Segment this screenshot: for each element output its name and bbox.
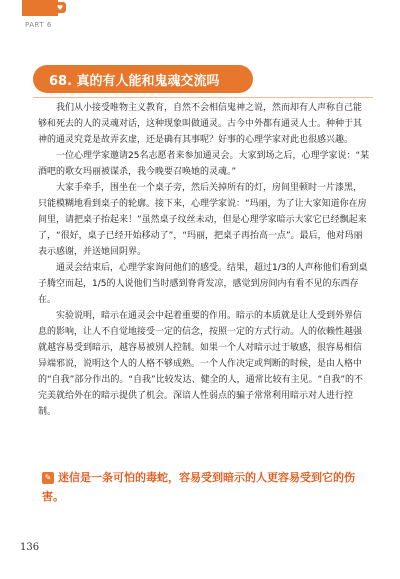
pencil-icon: ✎ [42, 472, 54, 484]
body-text [38, 100, 370, 420]
callout [42, 468, 372, 506]
paragraph: 一位心理学家邀请25名志愿者来参加通灵会。大家到场之后，心理学家说：“某酒吧的歌女玛丽被谋杀，我今晚要召唤她的灵魂。” [38, 151, 370, 177]
page-number: 136 [20, 542, 40, 553]
page-title: 68. 真的有人能和鬼魂交流吗 [49, 73, 220, 89]
paragraph: 我们从小接受唯物主义教育，自然不会相信鬼神之说，然而却有人声称自己能够和死去的人的灵魂对话，这种现象叫做通灵。古今中外都有通灵人士。种种于其神的通灵究竟是故弄玄虚，还是确有其事呢？好事的心理学家对此也很感兴趣。 [38, 103, 363, 145]
paragraph: 实验说明，暗示在通灵会中起着重要的作用。暗示的本质就是让人受到外界信息的影响，让人不自觉地接受一定的信念，按照一定的方式行动。人的依赖性越强就越容易受到暗示，越容易被别人控制。如果一个人对暗示过于敏感，很容易相信异端邪说，说明这个人的人格不够成熟。一个人作决定或判断的时候，是由人格中的“自我”部分作出的。“自我”比较发达、健全的人，通常比较有主见。“自我”的不完美就给外在的暗示提供了机会。深谙人性弱点的骗子常常利用暗示对人进行控制。 [38, 311, 363, 417]
part-label: PART 6 [25, 21, 52, 29]
title-banner [33, 65, 253, 93]
part-tab [22, 0, 64, 16]
heart-speech-icon: ♥ [54, 2, 66, 13]
paragraph: 大家手牵手，围坐在一个桌子旁，然后关掉所有的灯，房间里顿时一片漆黑，只能模糊地看到桌子的轮廓。接下来，心理学家说：“玛丽，为了让大家知道你在房间里，请把桌子抬起来！”虽然桌子纹丝未动，但是心理学家暗示大家它已经飘起来了，“很好，桌子已经开始移动了”，“玛丽，把桌子再抬高一点”。最后，他对玛丽表示感谢，并送她回阴界。 [38, 183, 367, 257]
paragraph: 通灵会结束后，心理学家询问他们的感受。结果，超过1/3的人声称他们看到桌子腾空而起，1/5的人说他们当时感到脊背发凉，感觉到房间内有看不见的东西存在。 [38, 263, 368, 305]
callout-text: 迷信是一条可怕的毒蛇，容易受到暗示的人更容易受到它的伤害。 [42, 471, 355, 503]
title-divider [33, 97, 373, 98]
